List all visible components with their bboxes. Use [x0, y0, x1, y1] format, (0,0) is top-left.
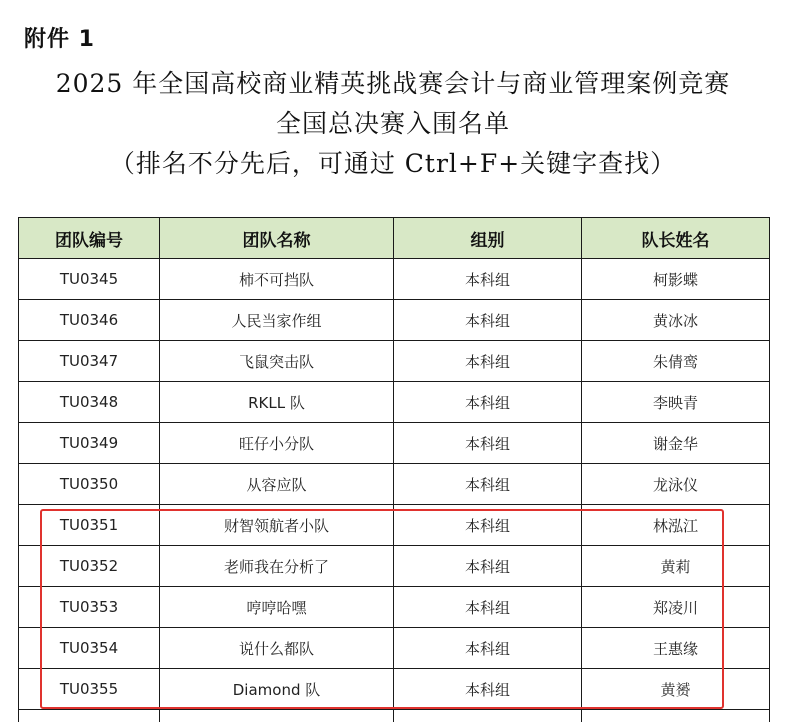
table-row	[19, 587, 770, 628]
group-cell: 本科组	[394, 628, 582, 669]
team-name-cell: 柿不可挡队	[160, 259, 394, 300]
captain-cell: 黄赟	[582, 669, 770, 710]
team-id-cell: TU0347	[19, 341, 160, 382]
table-row	[19, 546, 770, 587]
group-cell: 本科组	[394, 382, 582, 423]
team-name-cell: 老师我在分析了	[160, 546, 394, 587]
team-id-cell: TU0345	[19, 259, 160, 300]
finalist-table	[18, 217, 770, 722]
team-id-cell: TU0355	[19, 669, 160, 710]
group-cell: 本科组	[394, 546, 582, 587]
table-row-partial	[19, 710, 770, 722]
table-row	[19, 669, 770, 710]
team-name-cell: 飞鼠突击队	[160, 341, 394, 382]
table-row	[19, 464, 770, 505]
team-name-cell: 从容应队	[160, 464, 394, 505]
captain-cell: 龙泳仪	[582, 464, 770, 505]
captain-cell: 黄莉	[582, 546, 770, 587]
search-hint: （排名不分先后，可通过 Ctrl+F+关键字查找）	[109, 149, 677, 178]
column-header-team-name: 团队名称	[160, 218, 394, 259]
team-id-cell: TU0346	[19, 300, 160, 341]
captain-cell: 王惠缘	[582, 628, 770, 669]
attachment-label: 附件 1	[24, 27, 95, 52]
column-header-captain: 队长姓名	[582, 218, 770, 259]
table-row	[19, 628, 770, 669]
team-id-cell: TU0348	[19, 382, 160, 423]
team-name-cell: Diamond 队	[160, 669, 394, 710]
column-header-group: 组别	[394, 218, 582, 259]
team-id-cell: TU0352	[19, 546, 160, 587]
partial-cell	[19, 710, 160, 722]
table-row	[19, 505, 770, 546]
team-id-cell: TU0349	[19, 423, 160, 464]
captain-cell: 朱倩鸾	[582, 341, 770, 382]
team-id-cell: TU0350	[19, 464, 160, 505]
captain-cell: 林泓江	[582, 505, 770, 546]
group-cell: 本科组	[394, 669, 582, 710]
table-row	[19, 382, 770, 423]
group-cell: 本科组	[394, 423, 582, 464]
team-name-cell: 说什么都队	[160, 628, 394, 669]
document-subtitle: 全国总决赛入围名单	[275, 109, 510, 138]
team-name-cell: RKLL 队	[160, 382, 394, 423]
captain-cell: 谢金华	[582, 423, 770, 464]
table-header-row	[19, 218, 770, 259]
partial-cell	[160, 710, 394, 722]
table-row	[19, 423, 770, 464]
team-name-cell: 人民当家作组	[160, 300, 394, 341]
team-name-cell: 旺仔小分队	[160, 423, 394, 464]
column-header-team-id: 团队编号	[19, 218, 160, 259]
partial-cell	[394, 710, 582, 722]
team-name-cell: 哼哼哈嘿	[160, 587, 394, 628]
captain-cell: 柯影蝶	[582, 259, 770, 300]
table-row	[19, 300, 770, 341]
team-id-cell: TU0351	[19, 505, 160, 546]
group-cell: 本科组	[394, 259, 582, 300]
captain-cell: 郑凌川	[582, 587, 770, 628]
partial-cell	[582, 710, 770, 722]
table-row	[19, 341, 770, 382]
captain-cell: 黄冰冰	[582, 300, 770, 341]
group-cell: 本科组	[394, 587, 582, 628]
group-cell: 本科组	[394, 505, 582, 546]
group-cell: 本科组	[394, 341, 582, 382]
group-cell: 本科组	[394, 300, 582, 341]
captain-cell: 李映青	[582, 382, 770, 423]
team-name-cell: 财智领航者小队	[160, 505, 394, 546]
team-id-cell: TU0353	[19, 587, 160, 628]
team-id-cell: TU0354	[19, 628, 160, 669]
group-cell: 本科组	[394, 464, 582, 505]
document-title: 2025 年全国高校商业精英挑战赛会计与商业管理案例竞赛	[55, 69, 731, 98]
table-row	[19, 259, 770, 300]
